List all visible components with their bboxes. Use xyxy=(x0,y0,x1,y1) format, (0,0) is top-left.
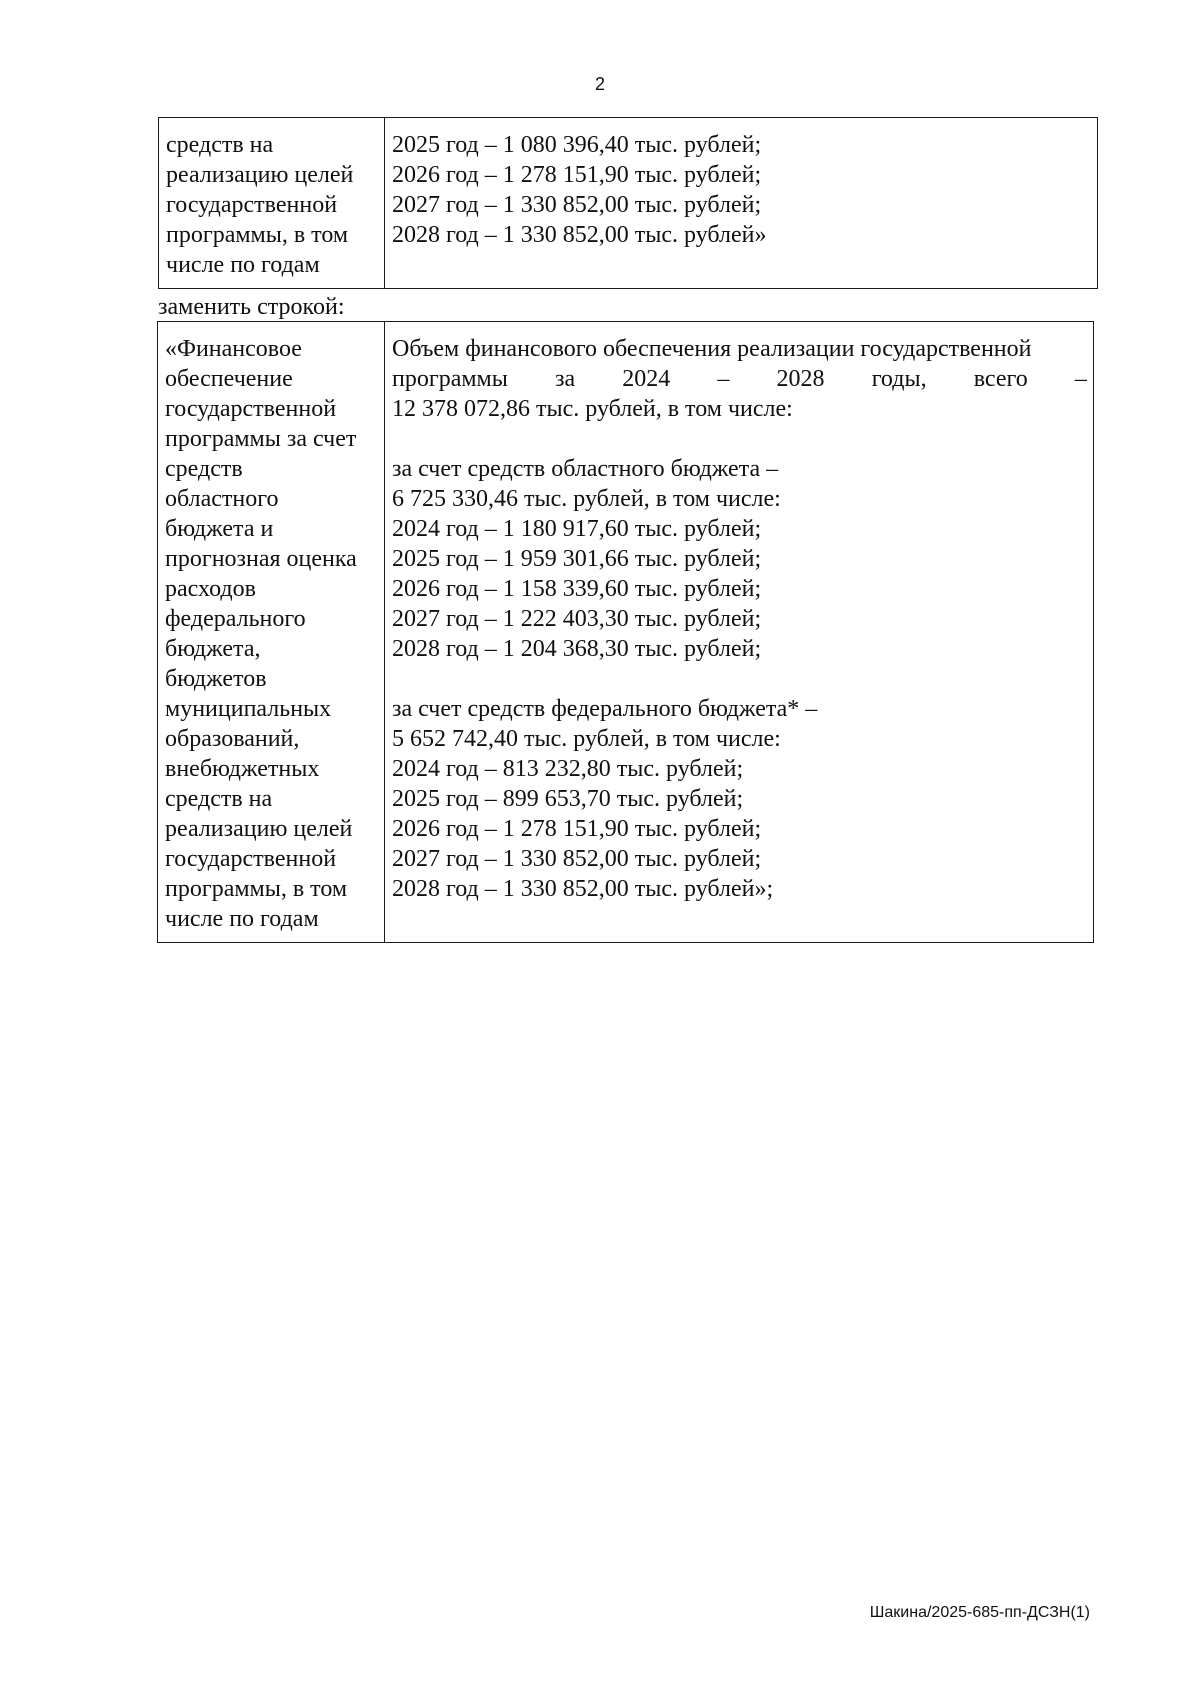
row-value-cell xyxy=(385,118,1098,289)
year-amount-line: 2027 год – 1 222 403,30 тыс. рублей; xyxy=(392,606,762,632)
year-amount-line: 2025 год – 899 653,70 тыс. рублей; xyxy=(392,786,744,812)
label-line: бюджета, xyxy=(165,636,261,662)
blank-line xyxy=(392,424,1087,454)
intro-word: программы xyxy=(392,366,508,392)
total-intro-line: Объем финансового обеспечения реализации государственной xyxy=(392,336,1032,362)
year-amount-line: 2024 год – 813 232,80 тыс. рублей; xyxy=(392,756,744,782)
label-line: государственной xyxy=(165,846,337,872)
year-amount-line: 2024 год – 1 180 917,60 тыс. рублей; xyxy=(392,516,762,542)
regional-budget-heading: за счет средств областного бюджета – xyxy=(392,456,779,482)
label-line: государственной xyxy=(165,396,337,422)
label-line: реализацию целей xyxy=(165,816,353,842)
federal-budget-heading: за счет средств федерального бюджета* – xyxy=(392,696,818,722)
previous-row-table xyxy=(158,117,1098,289)
label-line: государственной xyxy=(166,192,338,218)
label-line: «Финансовое xyxy=(165,336,302,362)
label-line: федерального xyxy=(165,606,306,632)
year-amount-line: 2028 год – 1 204 368,30 тыс. рублей; xyxy=(392,636,762,662)
label-line: муниципальных xyxy=(165,696,332,722)
label-line: прогнозная оценка xyxy=(165,546,357,572)
total-intro-justified-line xyxy=(392,364,1087,394)
label-line: средств на xyxy=(165,786,273,812)
year-amount-line: 2025 год – 1 959 301,66 тыс. рублей; xyxy=(392,546,762,572)
label-line: программы за счет xyxy=(165,426,357,452)
year-amount-line: 2028 год – 1 330 852,00 тыс. рублей» xyxy=(392,222,767,248)
intro-word: 2024 xyxy=(622,366,671,392)
intro-word: всего xyxy=(973,366,1028,392)
blank-line xyxy=(392,664,1087,694)
replacement-row-table xyxy=(157,321,1094,943)
federal-budget-total: 5 652 742,40 тыс. рублей, в том числе: xyxy=(392,726,781,752)
intro-word: – xyxy=(1074,366,1087,392)
year-amount-line: 2026 год – 1 278 151,90 тыс. рублей; xyxy=(392,816,762,842)
label-line: программы, в том xyxy=(166,222,349,248)
year-amount-line: 2027 год – 1 330 852,00 тыс. рублей; xyxy=(392,846,762,872)
label-line: реализацию целей xyxy=(166,162,354,188)
label-line: обеспечение xyxy=(165,366,293,392)
year-amount-line: 2028 год – 1 330 852,00 тыс. рублей»; xyxy=(392,876,774,902)
document-code: Шакина/2025-685-пп-ДСЗН(1) xyxy=(869,1604,1090,1621)
label-line: средств xyxy=(165,456,243,482)
label-line: внебюджетных xyxy=(165,756,320,782)
year-amount-line: 2026 год – 1 158 339,60 тыс. рублей; xyxy=(392,576,762,602)
label-line: бюджета и xyxy=(165,516,274,542)
label-line: бюджетов xyxy=(165,666,267,692)
table-row xyxy=(158,322,1094,943)
year-amount-line: 2026 год – 1 278 151,90 тыс. рублей; xyxy=(392,162,762,188)
label-line: образований, xyxy=(165,726,300,752)
total-amount-line: 12 378 072,86 тыс. рублей, в том числе: xyxy=(392,396,793,422)
intro-word: годы, xyxy=(871,366,927,392)
intro-word: за xyxy=(554,366,576,392)
row-label-cell xyxy=(158,322,385,943)
regional-budget-total: 6 725 330,46 тыс. рублей, в том числе: xyxy=(392,486,781,512)
row-value-cell xyxy=(385,322,1094,943)
label-line: числе по годам xyxy=(165,906,319,932)
intro-word: – xyxy=(717,366,730,392)
year-amount-line: 2025 год – 1 080 396,40 тыс. рублей; xyxy=(392,132,762,158)
page-number: 2 xyxy=(594,74,605,94)
label-line: числе по годам xyxy=(166,252,320,278)
label-line: программы, в том xyxy=(165,876,348,902)
label-line: расходов xyxy=(165,576,256,602)
row-label-cell xyxy=(159,118,385,289)
intro-word: 2028 xyxy=(776,366,825,392)
replace-instruction: заменить строкой: xyxy=(158,294,345,320)
label-line: областного xyxy=(165,486,279,512)
year-amount-line: 2027 год – 1 330 852,00 тыс. рублей; xyxy=(392,192,762,218)
label-line: средств на xyxy=(166,132,274,158)
table-row xyxy=(159,118,1098,289)
